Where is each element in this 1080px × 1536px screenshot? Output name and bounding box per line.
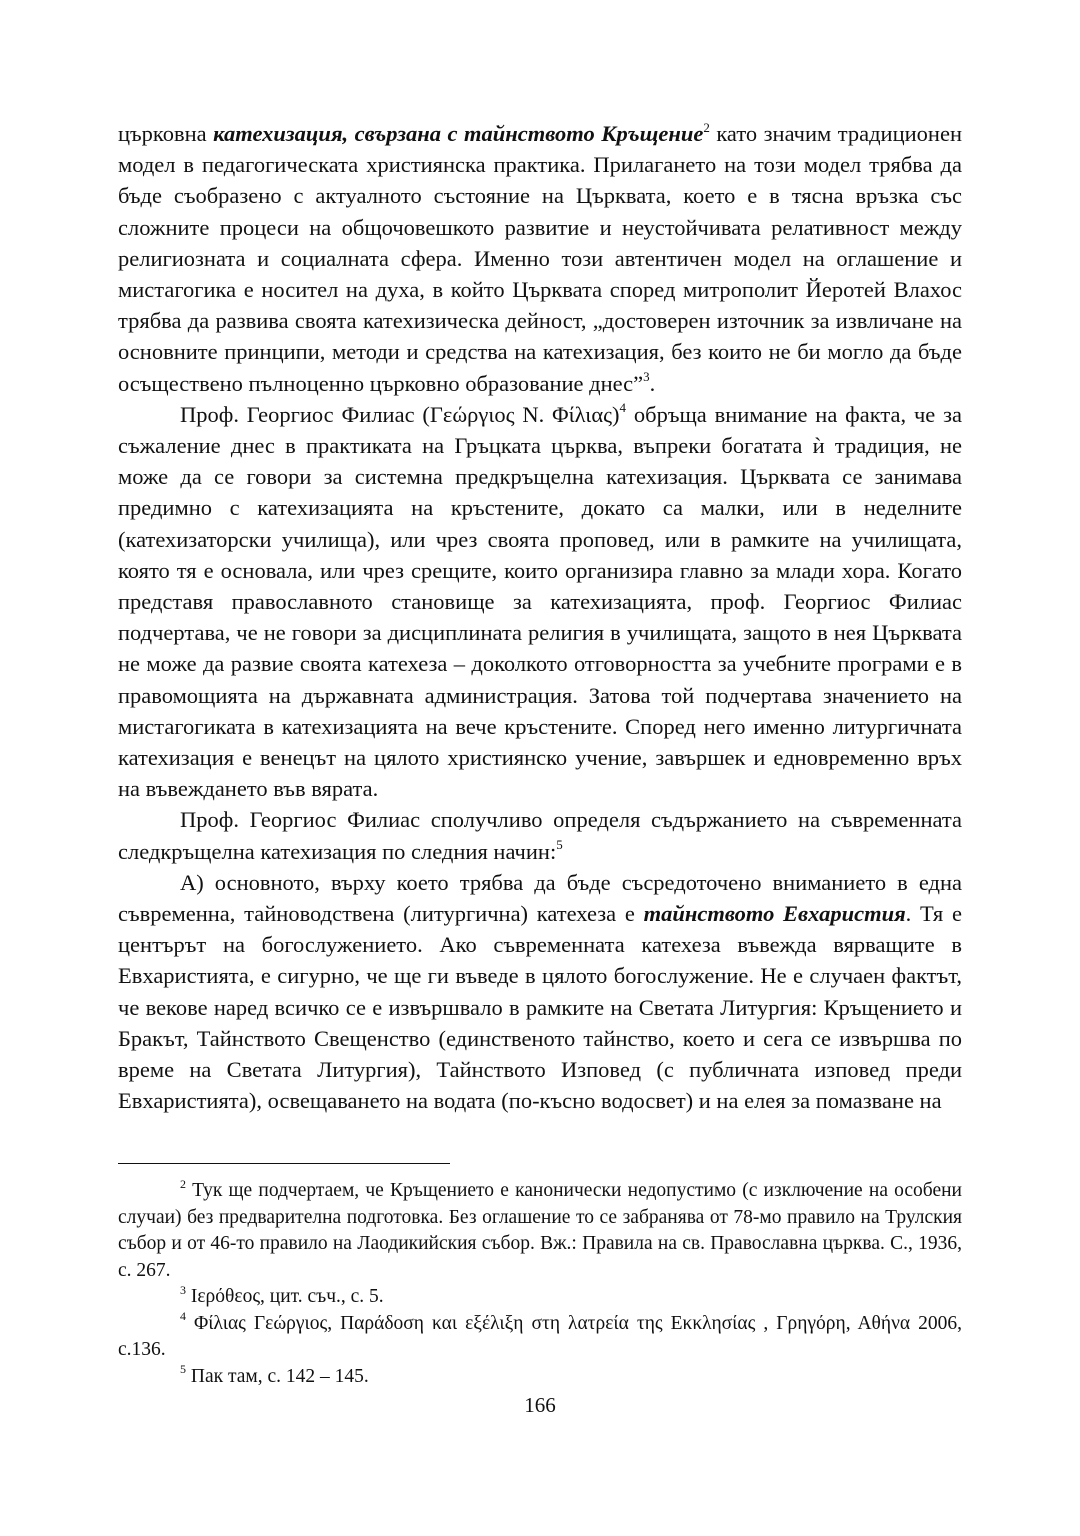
footnote-text: Ιερόθεος, цит. съч., с. 5. (186, 1286, 384, 1307)
footnote-ref-5[interactable]: 5 (556, 837, 563, 853)
footnote-number: 2 (180, 1176, 186, 1191)
footnote-number: 3 (180, 1282, 186, 1297)
footnote-text: Тук ще подчертаем, че Кръщението е канонически недопустимо (с изключение на особени случаи) без предварителна подготовка. Без оглашение то се забранява от 78-мо правило на Трулския събор и от 46-то правило на Лаодикийския събор. Вж.: Правила на св. Православна църква. С., 1936, с. 267. (118, 1180, 962, 1281)
footnote-number: 5 (180, 1362, 186, 1376)
footnote-text: Φίλιας Γεώργιος, Παράδοση και εξέλιξη στη λατρεία της Εκκλησίας , Γρηγόρη, Αθήνα 2006, с.136. (118, 1312, 962, 1360)
text-run: А) основното, върху което трябва да бъде съсредоточено вниманието в една съвременна, тайноводствена (литургична) катехеза е (118, 869, 962, 927)
footnote-separator (118, 1163, 450, 1164)
text-run: църковна (118, 121, 214, 146)
paragraph-1 (118, 118, 962, 399)
footnote-number: 4 (180, 1309, 186, 1323)
text-run: . (649, 370, 656, 396)
text-run: обръща внимание на факта, че за съжаление днес в практиката на Гръцката църква, въпреки богатата ѝ традиция, не може да се говори за системна предкръщелна катехизация. Църквата се занимава предимно с катехизацията на кръстените, докато са малки, или в неделните (катехизаторски училища), или чрез своята проповед, или в рамките на училищата, която тя е основала, или чрез срещите, които организира главно за млади хора. Когато представя православното становище за катехизацията, проф. Георгиос Филиас подчертава, че не говори за дисциплината религия в училищата, защото в нея Църквата не може да развие своята катехеза – доколкото отговорността за учебните програми е в правомощията на държавната администрация. Затова той подчертава значението на мистагогиката в катехизацията на вече кръстените. Според него именно литургичната катехизация е венецът на цялото християнско учение, завършек и едновременно връх на въвеждането във вярата. (118, 401, 962, 802)
footnote-3 (118, 1284, 962, 1311)
emphasis-text: катехизация, свързана с тайнството Кръщение (213, 121, 704, 146)
main-text (118, 118, 962, 1117)
text-run: като значим традиционен модел в педагогическата християнска практика. Прилагането на този модел трябва да бъде съобразено с актуалното състояние на Църквата, което е в тясна връзка със сложните процеси на общочовешкото развитие и неустойчивата релативност между религиозната и социалната сфера. Именно този автентичен модел на оглашение и мистагогика е носител на духа, в който Църквата според митрополит Йеротей Влахос трябва да развива своята катехизическа дейност, „достоверен източник за извличане на основните принципи, методи и средства на катехизация, без които не би могло да бъде осъществено пълноценно църковно образование днес” (118, 121, 962, 396)
footnotes (118, 1178, 962, 1390)
paragraph-4 (118, 867, 962, 1117)
footnote-ref-3[interactable]: 3 (643, 369, 650, 385)
footnote-ref-2[interactable]: 2 (703, 119, 710, 135)
text-run: Проф. Георгиос Филиас (Γεώργιος N. Φίλιας) (180, 401, 620, 427)
footnote-5 (118, 1364, 962, 1391)
emphasis-text: тайнството Евхаристия (643, 901, 906, 927)
page-number: 166 (524, 1393, 556, 1417)
text-run: Проф. Георгиос Филиас сполучливо определя съдържанието на съвременната следкръщелна катехизация по следния начин: (118, 807, 962, 864)
footnote-text: Пак там, с. 142 – 145. (186, 1365, 369, 1387)
footnote-4 (118, 1311, 962, 1364)
paragraph-3 (118, 804, 962, 866)
paragraph-2 (118, 399, 962, 805)
text-run: . Тя е центърът на богослужението. Ако съвременната катехеза въвежда вярващите в Евхаристията, е сигурно, че ще ги въведе в цялото богослужение. Не е случаен фактът, че векове наред всичко се е извършвало в рамките на Светата Литургия: Кръщението и Бракът, Тайнството Свещенство (единственото тайнство, което и сега се извършва по време на Светата Литургия), Тайнството Изповед (с публичната изповед преди Евхаристията), освещаването на водата (по-късно водосвет) и на елея за помазване на (118, 901, 962, 1114)
footnote-2 (118, 1178, 962, 1284)
footnote-ref-4[interactable]: 4 (619, 400, 627, 416)
